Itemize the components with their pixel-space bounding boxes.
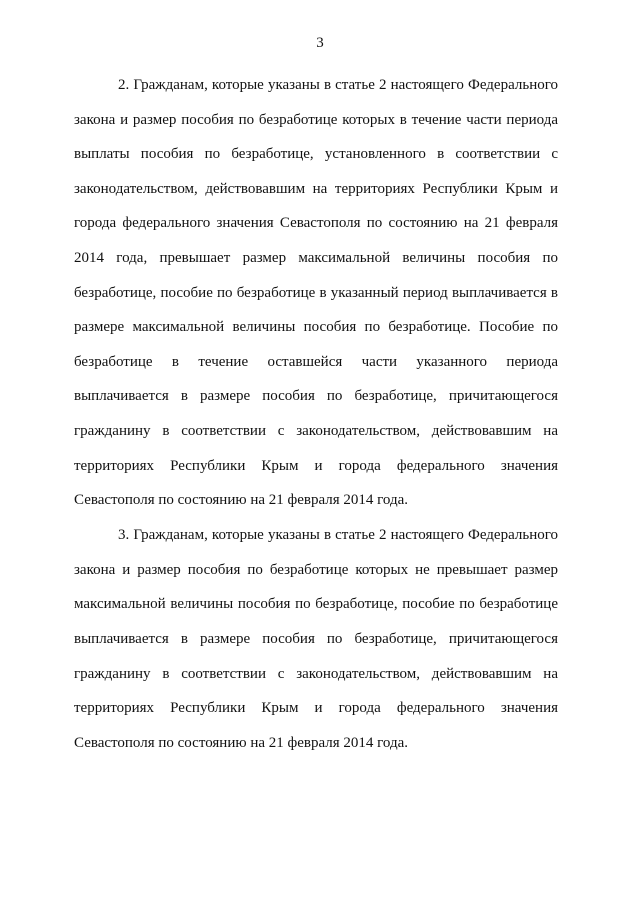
document-body [74,68,558,760]
paragraph-3: 3. Гражданам, которые указаны в статье 2 настоящего Федерального закона и размер пособия по безработице которых не превышает размер максимальной величины пособия по безработице, пособие по безработице выплачивается в размере пособия по безработице, причитающегося гражданину в соответствии с законодательством, действовавшим на территориях Республики Крым и города федерального значения Севастополя по состоянию на 21 февраля 2014 года. [74,527,558,751]
paragraph-2: 2. Гражданам, которые указаны в статье 2 настоящего Федерального закона и размер пособия по безработице которых в течение части периода выплаты пособия по безработице, установленного в соответствии с законодательством, действовавшим на территориях Республики Крым и города федерального значения Севастополя по состоянию на 21 февраля 2014 года, превышает размер максимальной величины пособия по безработице, пособие по безработице в указанный период выплачивается в размере максимальной величины пособия по безработице. Пособие по безработице в течение оставшейся части указанного периода выплачивается в размере пособия по безработице, причитающегося гражданину в соответствии с законодательством, действовавшим на территориях Республики Крым и города федерального значения Севастополя по состоянию на 21 февраля 2014 года. [74,77,558,509]
page-number: 3 [316,35,324,51]
